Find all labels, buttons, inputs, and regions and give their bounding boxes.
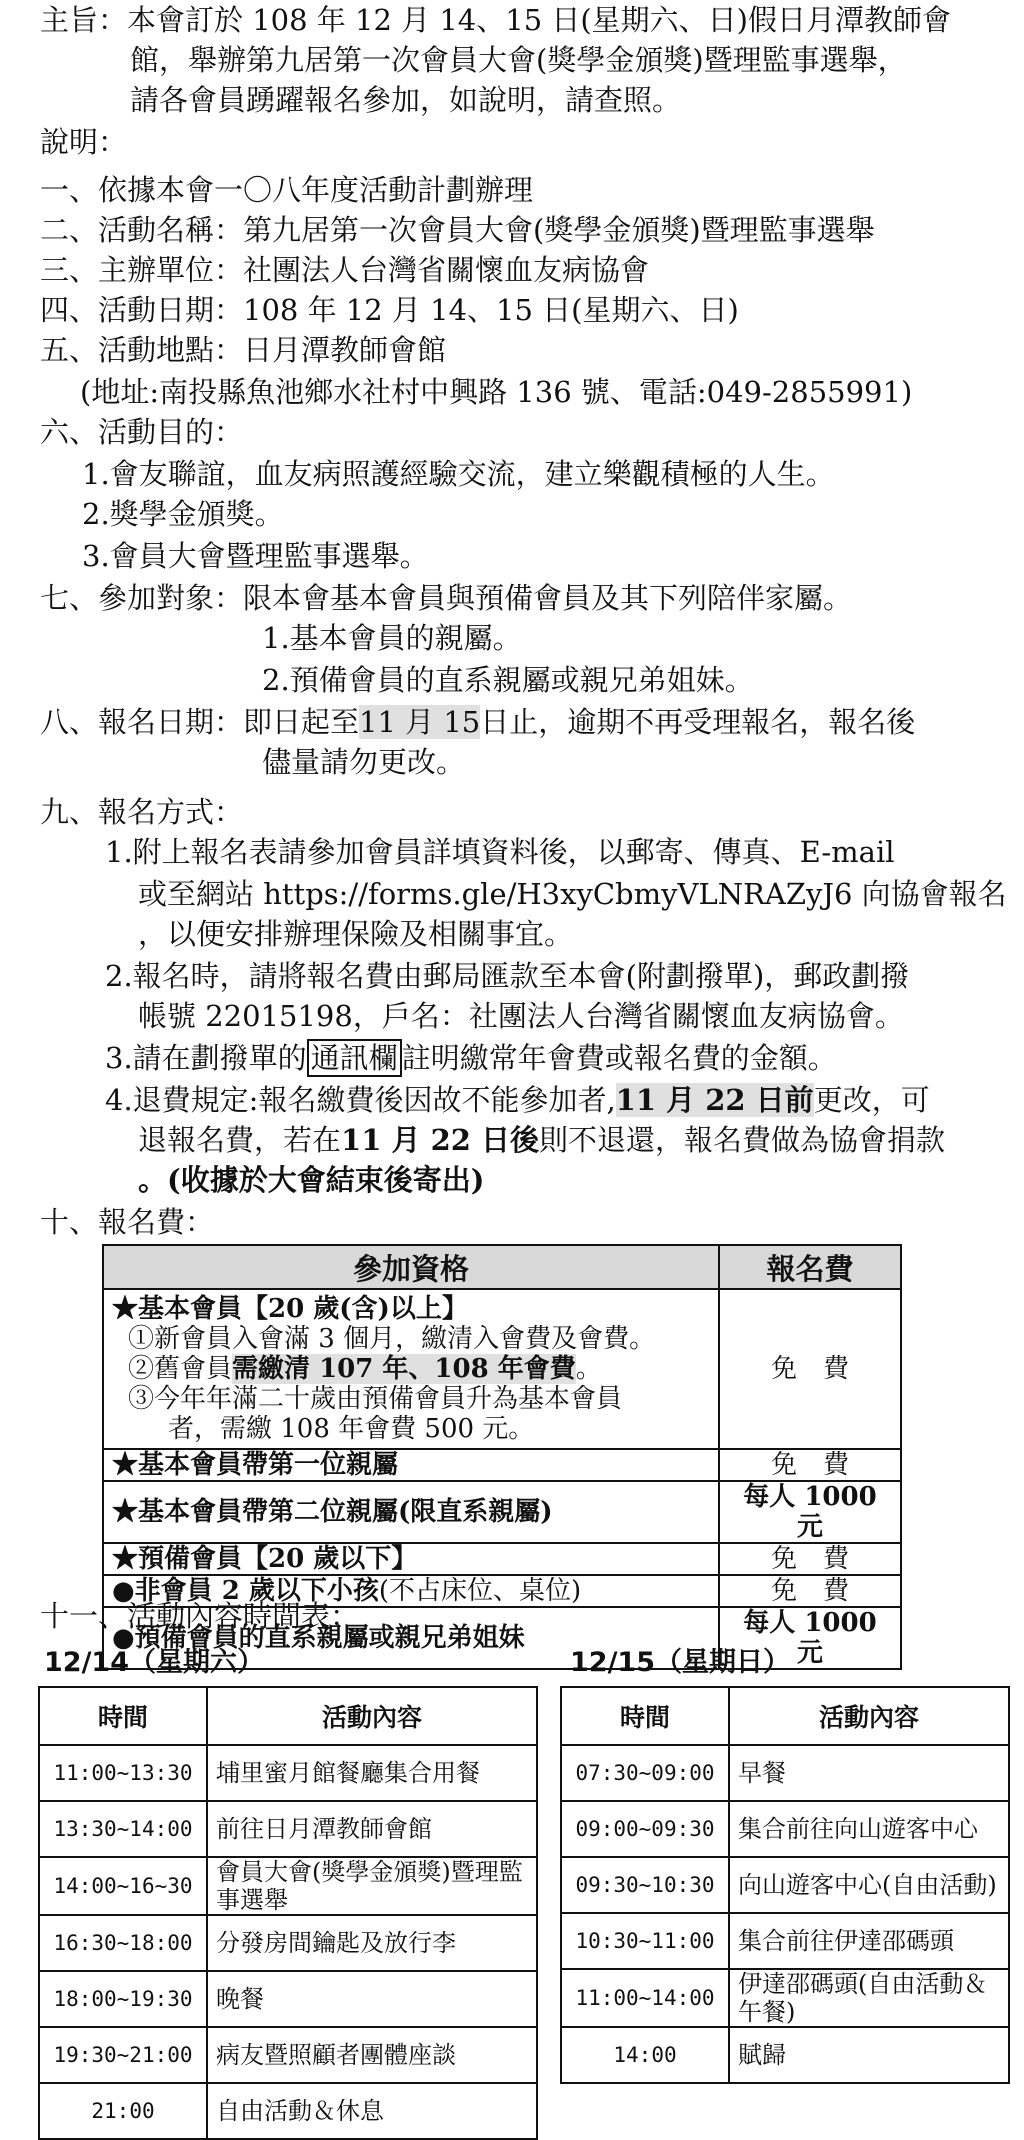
- item-4: 四、活動日期：108 年 12 月 14、15 日(星期六、日): [40, 293, 739, 327]
- fee-reserve-member: 免 費: [719, 1543, 901, 1575]
- item-9: 九、報名方式：: [40, 795, 244, 829]
- fee-row-reserve-member: ★預備會員【20 歲以下】: [103, 1543, 719, 1575]
- day1-activity: 自由活動＆休息: [207, 2083, 537, 2139]
- item-6-2: 2.獎學金頒獎。: [82, 497, 284, 531]
- item-9-3-text-a: 3.請在劃撥單的: [105, 1041, 307, 1075]
- item-9-4-text-b: 更改，可: [813, 1083, 930, 1117]
- basic-member-cond-3: ③今年年滿二十歲由預備會員升為基本會員: [128, 1384, 623, 1414]
- basic-member-cond-2c: 。: [575, 1354, 602, 1384]
- table-row: [39, 1915, 537, 1971]
- basic-member-cond-2a: ②舊會員: [128, 1354, 233, 1384]
- item-5-address: (地址:南投縣魚池鄉水社村中興路 136 號、電話:049-2855991): [80, 375, 913, 409]
- day1-time: 16:30~18:00: [39, 1915, 207, 1971]
- table-row: [39, 1801, 537, 1857]
- day2-header-time: 時間: [561, 1687, 729, 1745]
- day2-time: 10:30~11:00: [561, 1913, 729, 1969]
- fee-row-child-b: (不占床位、桌位): [378, 1576, 582, 1606]
- item-6: 六、活動目的：: [40, 415, 244, 449]
- table-row: [39, 2027, 537, 2083]
- table-row: [561, 1801, 1009, 1857]
- day1-label: 12/14（星期六）: [44, 1647, 265, 1678]
- basic-member-title: ★基本會員【20 歲(含)以上】: [112, 1294, 468, 1324]
- day2-activity: 集合前往向山遊客中心: [729, 1801, 1009, 1857]
- item-3: 三、主辦單位：社團法人台灣省關懷血友病協會: [40, 253, 650, 287]
- day1-time: 13:30~14:00: [39, 1801, 207, 1857]
- item-11: 十一、活動內容時間表：: [40, 1599, 360, 1633]
- fee-child: 免 費: [719, 1575, 901, 1607]
- item-9-4-text-a: 4.退費規定:報名繳費後因故不能參加者,: [105, 1083, 616, 1117]
- table-row: [561, 1745, 1009, 1801]
- fee-row-child-a: ●非會員 2 歲以下小孩: [112, 1576, 379, 1606]
- table-row: [561, 2027, 1009, 2083]
- item-8-cont: 儘量請勿更改。: [262, 745, 466, 779]
- day2-activity: 賦歸: [729, 2027, 1009, 2083]
- item-7: 七、參加對象：限本會基本會員與預備會員及其下列陪伴家屬。: [40, 581, 853, 615]
- day2-activity: 集合前往伊達邵碼頭: [729, 1913, 1009, 1969]
- basic-member-cond-2: [112, 1354, 710, 1384]
- item-6-3: 3.會員大會暨理監事選舉。: [82, 539, 429, 573]
- day2-header-activity: 活動內容: [729, 1687, 1009, 1745]
- table-row: [561, 1913, 1009, 1969]
- item-9-4-text-d: 則不退還，報名費做為協會捐款: [539, 1123, 946, 1157]
- item-9-3-text-b: 註明繳常年會費或報名費的金額。: [401, 1041, 837, 1075]
- memo-field-box: 通訊欄: [307, 1039, 402, 1077]
- basic-member-cond-1: ①新會員入會滿 3 個月，繳清入會費及會費。: [128, 1324, 656, 1354]
- item-2: 二、活動名稱：第九居第一次會員大會(獎學金頒獎)暨理監事選舉: [40, 213, 875, 247]
- table-row: [39, 1857, 537, 1915]
- day1-activity: 分發房間鑰匙及放行李: [207, 1915, 537, 1971]
- subject-line-1: 主旨：本會訂於 108 年 12 月 14、15 日(星期六、日)假日月潭教師會: [40, 3, 951, 37]
- item-10: 十、報名費：: [40, 1205, 215, 1239]
- fee-row-reserve-relative: ●預備會員的直系親屬或親兄弟姐妹: [103, 1607, 719, 1669]
- refund-deadline-before: 11 月 22 日前: [615, 1083, 814, 1117]
- registration-deadline: 11 月 15: [359, 705, 481, 739]
- item-1: 一、依據本會一〇八年度活動計劃辦理: [40, 173, 534, 207]
- day1-time: 11:00~13:30: [39, 1745, 207, 1801]
- subject-line-2: 館，舉辦第九居第一次會員大會(獎學金頒獎)暨理監事選舉，: [130, 43, 907, 77]
- day1-time: 14:00~16~30: [39, 1857, 207, 1915]
- day2-label: 12/15（星期日）: [570, 1647, 791, 1678]
- basic-member-cond-2b: 需繳清 107 年、108 年會費: [232, 1354, 576, 1384]
- item-9-4a: [105, 1080, 930, 1120]
- fee-header-eligibility: 參加資格: [103, 1245, 719, 1289]
- item-8-text-b: 日止，逾期不再受理報名，報名後: [480, 705, 916, 739]
- item-9-1a: 1.附上報名表請參加會員詳填資料後，以郵寄、傳真、E-mail: [105, 835, 895, 869]
- table-row: [39, 1745, 537, 1801]
- item-7-1: 1.基本會員的親屬。: [262, 621, 522, 655]
- day1-schedule-table: [38, 1686, 538, 2140]
- fee-row-first-relative: ★基本會員帶第一位親屬: [103, 1449, 719, 1481]
- table-row: [39, 1971, 537, 2027]
- fee-second-relative: 每人 1000 元: [719, 1481, 901, 1543]
- day2-time: 09:30~10:30: [561, 1857, 729, 1913]
- day2-activity: 早餐: [729, 1745, 1009, 1801]
- day2-time: 09:00~09:30: [561, 1801, 729, 1857]
- subject-line-3: 請各會員踴躍報名參加，如說明，請查照。: [130, 83, 682, 117]
- day1-time: 18:00~19:30: [39, 1971, 207, 2027]
- item-9-1b: 或至網站 https://forms.gle/H3xyCbmyVLNRAZyJ6 向協會報名: [138, 877, 1007, 911]
- fee-header-fee: 報名費: [719, 1245, 901, 1289]
- item-9-2b: 帳號 22015198，戶名：社團法人台灣省關懷血友病協會。: [138, 999, 904, 1033]
- table-row: [39, 2083, 537, 2139]
- item-7-2: 2.預備會員的直系親屬或親兄弟姐妹。: [262, 663, 754, 697]
- day2-time: 11:00~14:00: [561, 1969, 729, 2027]
- fee-row-second-relative: ★基本會員帶第二位親屬(限直系親屬): [103, 1481, 719, 1543]
- description-label: 說明：: [40, 125, 128, 159]
- day2-schedule-table: [560, 1686, 1010, 2084]
- day2-time: 07:30~09:00: [561, 1745, 729, 1801]
- fee-row-basic-member: [103, 1289, 719, 1449]
- day1-activity: 埔里蜜月館餐廳集合用餐: [207, 1745, 537, 1801]
- day1-header-activity: 活動內容: [207, 1687, 537, 1745]
- day1-activity: 前往日月潭教師會館: [207, 1801, 537, 1857]
- day2-activity: 向山遊客中心(自由活動): [729, 1857, 1009, 1913]
- day2-time: 14:00: [561, 2027, 729, 2083]
- fee-reserve-relative: 每人 1000 元: [719, 1607, 901, 1669]
- item-9-1c: ，以便安排辦理保險及相關事宜。: [138, 917, 574, 951]
- item-9-2a: 2.報名時，請將報名費由郵局匯款至本會(附劃撥單)，郵政劃撥: [105, 959, 910, 993]
- table-row: [561, 1857, 1009, 1913]
- day1-activity: 晚餐: [207, 1971, 537, 2027]
- item-9-4b: [138, 1120, 945, 1160]
- fee-first-relative: 免 費: [719, 1449, 901, 1481]
- day2-activity: 伊達邵碼頭(自由活動＆午餐): [729, 1969, 1009, 2027]
- table-row: [561, 1969, 1009, 2027]
- item-6-1: 1.會友聯誼，血友病照護經驗交流，建立樂觀積極的人生。: [82, 457, 835, 491]
- refund-deadline-after: 11 月 22 日後: [341, 1123, 540, 1157]
- item-5: 五、活動地點：日月潭教師會館: [40, 333, 447, 367]
- item-9-3: [105, 1038, 837, 1078]
- day1-activity: 會員大會(獎學金頒獎)暨理監事選舉: [207, 1857, 537, 1915]
- item-9-4c: 。(收據於大會結束後寄出): [138, 1163, 485, 1197]
- day1-header-time: 時間: [39, 1687, 207, 1745]
- basic-member-cond-3b: 者，需繳 108 年會費 500 元。: [168, 1414, 535, 1444]
- item-8: [40, 702, 915, 742]
- day1-activity: 病友暨照顧者團體座談: [207, 2027, 537, 2083]
- item-8-text-a: 八、報名日期：即日起至: [40, 705, 360, 739]
- day1-time: 21:00: [39, 2083, 207, 2139]
- fee-basic-member: 免 費: [719, 1289, 901, 1449]
- item-9-4-text-c: 退報名費，若在: [138, 1123, 342, 1157]
- day1-time: 19:30~21:00: [39, 2027, 207, 2083]
